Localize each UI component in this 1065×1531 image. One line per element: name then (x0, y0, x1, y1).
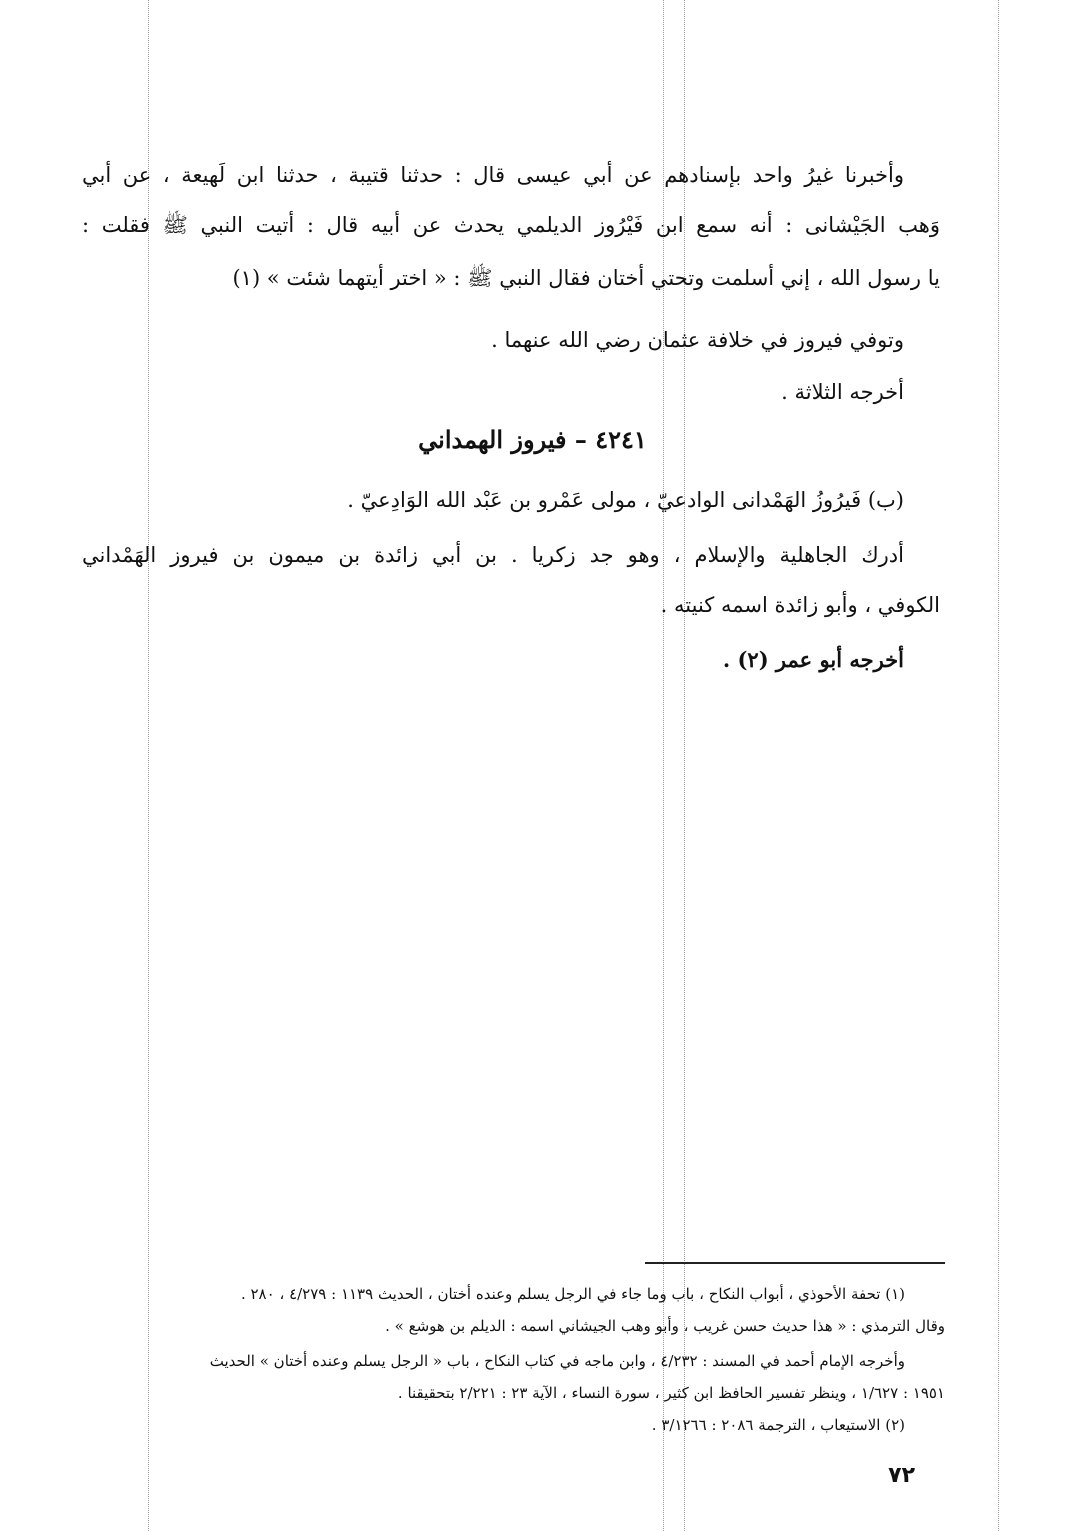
footnote-separator (645, 1262, 945, 1264)
body-text-line: أخرجه أبو عمر (٢) . (722, 647, 904, 672)
footnote-line: ١٩٥١ : ١/٦٢٧ ، وينظر تفسير الحافظ ابن كثير ، سورة النساء ، الآية ٢٣ : ٢/٢٢١ بتحقيقنا . (397, 1384, 945, 1402)
footnote-line: (١) تحفة الأحوذي ، أبواب النكاح ، باب وما جاء في الرجل يسلم وعنده أختان ، الحديث ١١٣٩ : ٤/٢٧٩ ، ٢٨٠ . (240, 1285, 905, 1303)
body-text-line: أدرك الجاهلية والإسلام ، وهو جد زكريا . بن أبي زائدة بن ميمون بن فيروز الهَمْداني (82, 543, 904, 567)
footnote-line: (٢) الاستيعاب ، الترجمة ٢٠٨٦ : ٣/١٢٦٦ . (651, 1416, 905, 1434)
body-text-line: يا رسول الله ، إني أسلمت وتحتي أختان فقال النبي ﷺ : « اختر أيتهما شئت » (١) (232, 266, 940, 290)
body-text-line: أخرجه الثلاثة . (781, 380, 904, 404)
scan-artifact-line (998, 0, 999, 1531)
body-text-line: (ب) فَيرُوزُ الهَمْدانى الوادعيّ ، مولى عَمْرو بن عَبْد الله الوَادِعيّ . (347, 488, 904, 512)
body-text-line: وتوفي فيروز في خلافة عثمان رضي الله عنهما . (491, 328, 904, 352)
page-number: ٧٢ (888, 1463, 915, 1488)
footnote-line: وأخرجه الإمام أحمد في المسند : ٤/٢٣٢ ، وابن ماجه في كتاب النكاح ، باب « الرجل يسلم وعنده أختان » الحديث (209, 1352, 905, 1370)
body-text-line: وَهب الجَيْشانى : أنه سمع ابن فَيْرُوز الديلمي يحدث عن أبيه قال : أتيت النبي ﷺ فقلت : (82, 213, 940, 237)
body-text-line: الكوفي ، وأبو زائدة اسمه كنيته . (660, 593, 940, 617)
entry-heading: ٤٢٤١ – فيروز الهمداني (418, 425, 647, 454)
footnote-line: وقال الترمذي : « هذا حديث حسن غريب ، وأبو وهب الجيشاني اسمه : الديلم بن هوشع » . (385, 1317, 945, 1335)
body-text-line: وأخبرنا غيرُ واحد بإسنادهم عن أبي عيسى قال : حدثنا قتيبة ، حدثنا ابن لَهيعة ، عن أبي (82, 163, 904, 187)
